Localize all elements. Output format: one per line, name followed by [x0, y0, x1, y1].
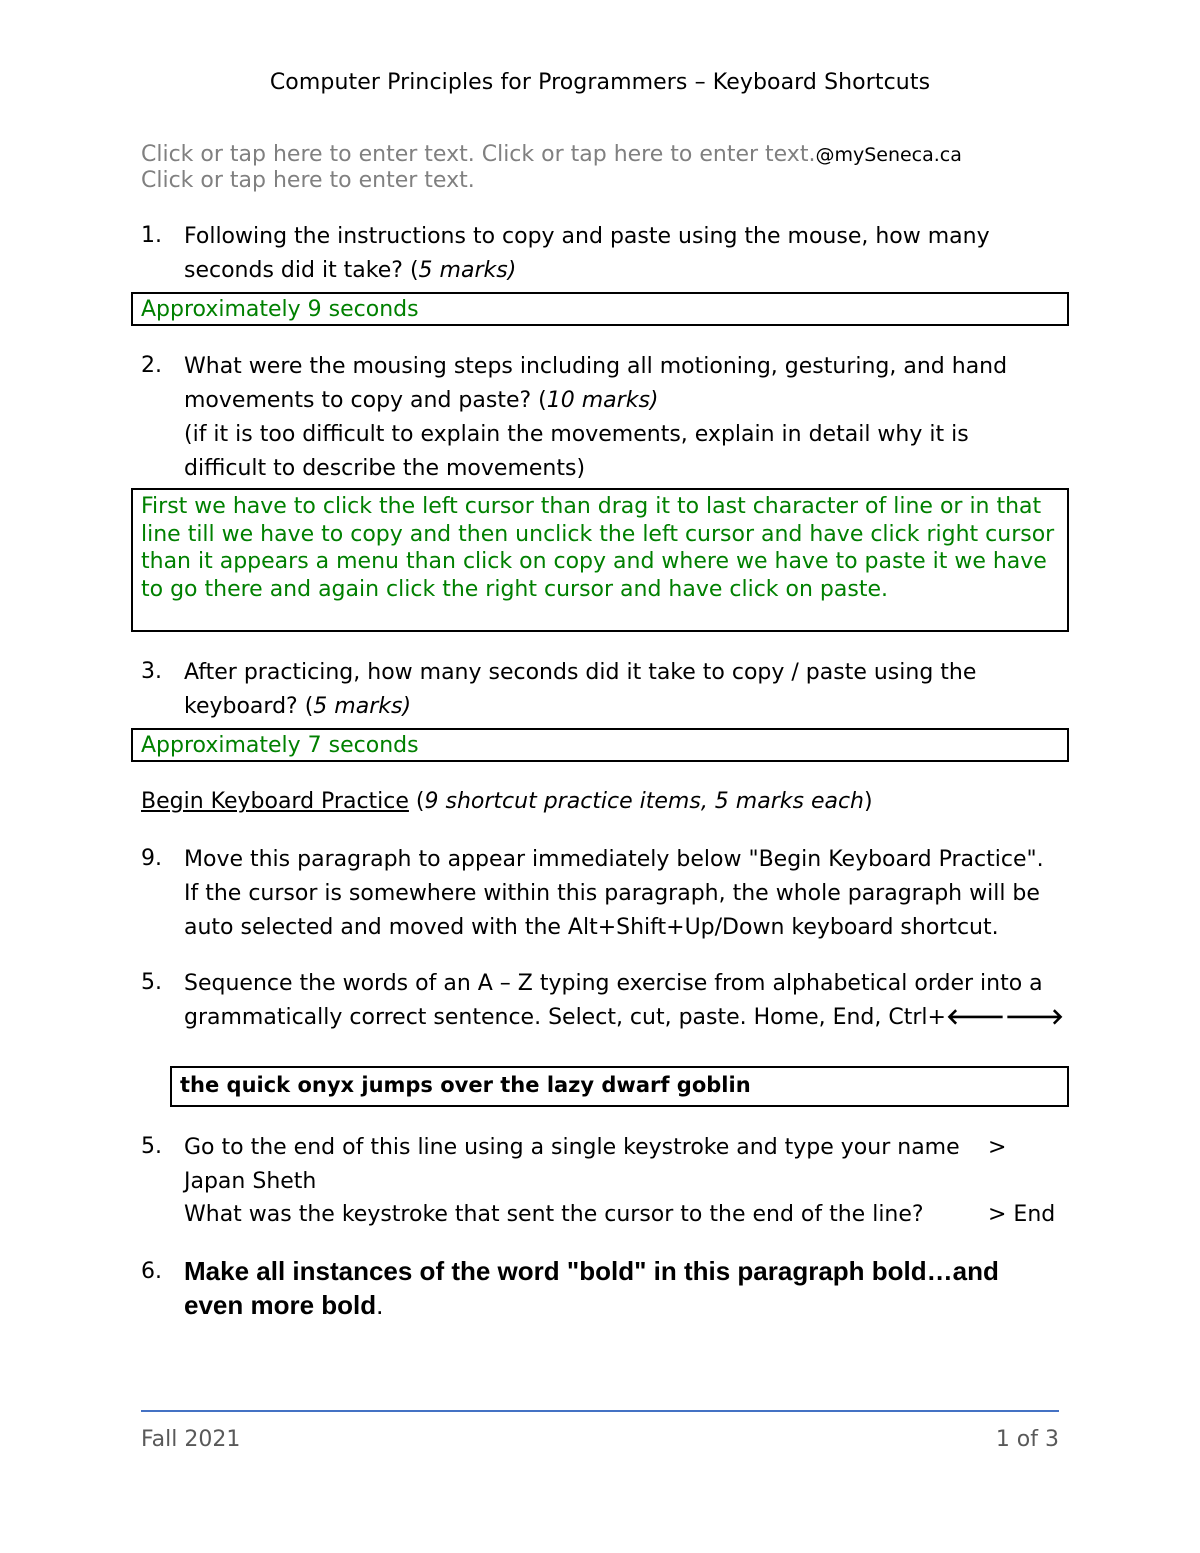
student-id-field[interactable]: Click or tap here to enter text. [141, 168, 475, 193]
footer-page-number: 1 of 3 [995, 1427, 1059, 1452]
q2-line-3: (if it is too difficult to explain the movements, explain in detail why it is [184, 422, 969, 447]
q3-line-2: keyboard? (5 marks) [184, 694, 412, 719]
q5b-prompt: > [988, 1135, 1007, 1160]
section-heading: Begin Keyboard Practice (9 shortcut practice items, 5 marks each) [141, 789, 873, 814]
q5b-line-1: Go to the end of this line using a single keystroke and type your name [184, 1135, 960, 1160]
q1-text [184, 220, 990, 288]
section-note: 9 shortcut practice items, 5 marks each [424, 789, 864, 814]
q9-line-2: If the cursor is somewhere within this paragraph, the whole paragraph will be [184, 881, 1040, 906]
section-title: Begin Keyboard Practice [141, 789, 409, 814]
document-title: Computer Principles for Programmers – Keyboard Shortcuts [269, 70, 931, 95]
q5b-name[interactable]: Japan Sheth [184, 1169, 317, 1194]
q2-number: 2. [141, 353, 162, 378]
footer-divider [141, 1410, 1059, 1412]
q3-line-1: After practicing, how many seconds did it take to copy / paste using the [184, 660, 977, 685]
sentence-box[interactable]: the quick onyx jumps over the lazy dwarf goblin [170, 1066, 1069, 1107]
q9-number: 9. [141, 846, 162, 871]
q5a-line-2: grammatically correct sentence. Select, cut, paste. Home, End, Ctrl+🡐🡒 [184, 1005, 1064, 1030]
q2-line-1: What were the mousing steps including all motioning, gesturing, and hand [184, 354, 1008, 379]
q6-line-2: even more bold. [184, 1290, 384, 1320]
q5a-line-1: Sequence the words of an A – Z typing exercise from alphabetical order into a [184, 971, 1043, 996]
q5a-number: 5. [141, 970, 162, 995]
q9-text[interactable] [184, 843, 1044, 945]
q9-line-3: auto selected and moved with the Alt+Shift+Up/Down keyboard shortcut. [184, 915, 999, 940]
q1-line-1: Following the instructions to copy and paste using the mouse, how many [184, 224, 990, 249]
last-name-field[interactable]: Click or tap here to enter text. [481, 142, 816, 167]
q2-answer-box[interactable]: First we have to click the left cursor than drag it to last character of line or in that line till we have to copy and then unclick the left cursor and have click right cursor than it appears a menu than click on copy and where we have to paste it we have to go there and again click the right cursor and have click on paste. [131, 488, 1069, 632]
q5b-answer[interactable]: > End [988, 1202, 1056, 1227]
q9-line-1: Move this paragraph to appear immediately below "Begin Keyboard Practice". [184, 847, 1044, 872]
q3-marks: 5 marks) [313, 694, 412, 719]
student-info-line-1 [141, 142, 962, 167]
q3-text [184, 656, 976, 724]
q5b-line-3: What was the keystroke that sent the cursor to the end of the line? [184, 1202, 924, 1227]
q1-marks: 5 marks) [418, 258, 517, 283]
q2-line-2: movements to copy and paste? (10 marks) [184, 388, 659, 413]
q2-text [184, 350, 1007, 486]
q5a-text [184, 967, 1064, 1035]
q6-line-1: Make all instances of the word "bold" in this paragraph bold…and [184, 1256, 999, 1286]
q2-marks: 10 marks) [546, 388, 659, 413]
email-suffix: @mySeneca.ca [815, 144, 962, 166]
q6-text[interactable] [184, 1254, 999, 1322]
q1-line-2: seconds did it take? (5 marks) [184, 258, 517, 283]
footer-term: Fall 2021 [141, 1427, 241, 1452]
q1-answer-box[interactable]: Approximately 9 seconds [131, 292, 1069, 326]
q5b-number: 5. [141, 1134, 162, 1159]
left-right-arrows-icon: 🡐🡒 [945, 1005, 1064, 1030]
q3-number: 3. [141, 659, 162, 684]
first-name-field[interactable]: Click or tap here to enter text. [141, 142, 475, 167]
q3-answer-box[interactable]: Approximately 7 seconds [131, 728, 1069, 762]
q6-number: 6. [141, 1259, 162, 1284]
q2-line-4: difficult to describe the movements) [184, 456, 586, 481]
q1-number: 1. [141, 223, 162, 248]
